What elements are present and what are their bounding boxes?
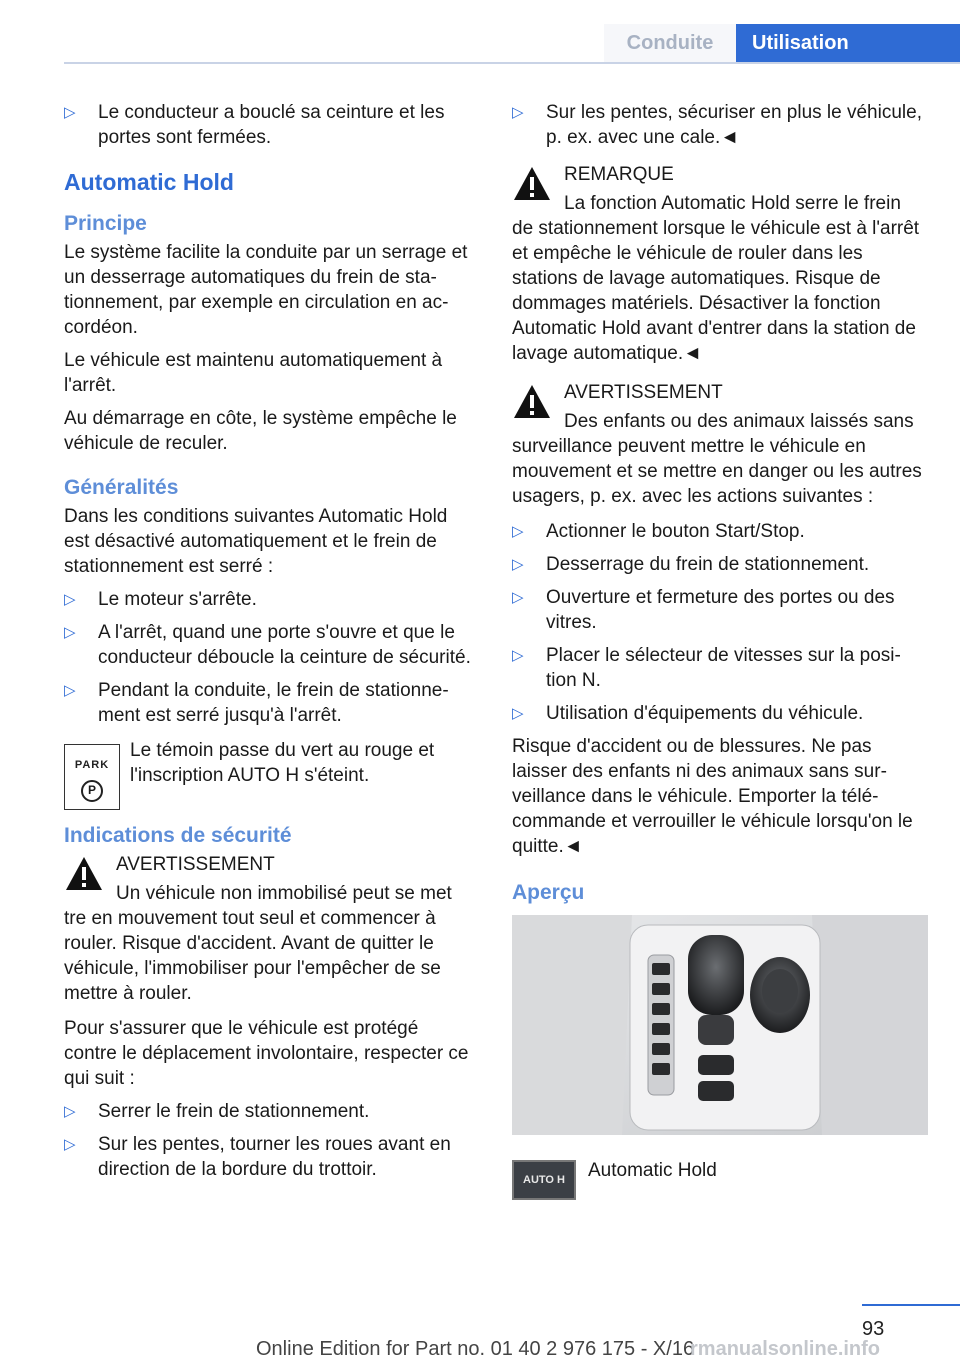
warning-text-first: Des enfants ou des animaux laissés sans: [564, 411, 914, 432]
subheading-apercu: Aperçu: [512, 881, 585, 904]
list-item: [64, 587, 476, 612]
bullet-triangle-icon: ▷: [64, 1136, 76, 1153]
watermark: rmanualsonline.info: [690, 1338, 881, 1360]
warning-block: [64, 852, 476, 1006]
bullet-text: Actionner le bouton Start/Stop.: [546, 521, 805, 542]
warning-title: AVERTISSEMENT: [564, 382, 723, 403]
paragraph: Dans les conditions suivantes Automatic Hold est désactivé automatiquement et le frein de stationnement est serré :: [64, 506, 448, 577]
list-item: [64, 678, 476, 728]
warning-text: tre en mouvement tout seul et commencer à rouler. Risque d'accident. Avant de quitter le véhicule, l'immobiliser pour l'empêcher de se mettre à rouler.: [64, 908, 441, 1004]
header-tabs: [604, 24, 960, 62]
bullet-text: Utilisation d'équipements du véhicule.: [546, 703, 864, 724]
warning-triangle-icon: [512, 382, 552, 422]
auto-hold-button-icon: AUTO H: [512, 1160, 576, 1200]
auto-hold-text: Automatic Hold: [588, 1160, 717, 1181]
list-item: [512, 701, 924, 726]
park-icon-label: PARK: [74, 758, 110, 771]
list-item: [64, 1099, 476, 1124]
paragraph: Le système facilite la conduite par un serrage et un desserrage automatiques du frein de stationnement, par exemple en circulation en accordéon.: [64, 242, 468, 338]
bullet-text: Sur les pentes, sécuriser en plus le véhicule, p. ex. avec une cale.◄: [546, 102, 922, 148]
bullet-text: A l'arrêt, quand une porte s'ouvre et que le conducteur déboucle la ceinture de sécurité.: [98, 622, 471, 668]
tab-utilisation[interactable]: Utilisation: [736, 24, 960, 62]
subheading-indications-securite: Indications de sécurité: [64, 824, 292, 847]
auto-hold-legend: [512, 1158, 924, 1200]
bullet-triangle-icon: ▷: [512, 523, 524, 540]
warning-triangle-icon: [512, 164, 552, 204]
warning-block: [512, 380, 924, 509]
warning-text-first: Un véhicule non immobilisé peut se met: [116, 883, 452, 904]
footer-rule: [862, 1304, 960, 1306]
bullet-triangle-icon: ▷: [512, 104, 524, 121]
note-text-first: La fonction Automatic Hold serre le frein: [564, 193, 901, 214]
bullet-triangle-icon: ▷: [64, 624, 76, 641]
bullet-text: Le conducteur a bouclé sa ceinture et les portes sont fermées.: [98, 102, 445, 148]
bullet-triangle-icon: ▷: [512, 556, 524, 573]
left-column: [64, 100, 476, 1190]
note-title: REMARQUE: [564, 164, 674, 185]
paragraph: Risque d'accident ou de blessures. Ne pas laisser des enfants ni des animaux sans surveillance dans le véhicule. Emporter la télécommande et verrouiller le véhicule lorsqu'on le quitte.◄: [512, 736, 913, 857]
list-item: [512, 585, 924, 635]
park-text: Le témoin passe du vert au rouge et l'inscription AUTO H s'éteint.: [130, 740, 435, 786]
park-indicator-note: [64, 738, 476, 804]
section-heading-automatic-hold: Automatic Hold: [64, 169, 234, 195]
bullet-text: Pendant la conduite, le frein de stationnement est serré jusqu'à l'arrêt.: [98, 680, 449, 726]
bullet-text: Desserrage du frein de stationnement.: [546, 554, 870, 575]
note-block: [512, 162, 924, 366]
paragraph: Au démarrage en côte, le système empêche le véhicule de reculer.: [64, 408, 457, 454]
bullet-triangle-icon: ▷: [512, 647, 524, 664]
bullet-triangle-icon: ▷: [64, 1103, 76, 1120]
list-item: [512, 100, 924, 150]
bullet-triangle-icon: ▷: [64, 591, 76, 608]
bullet-triangle-icon: ▷: [512, 589, 524, 606]
bullet-text: Placer le sélecteur de vitesses sur la position N.: [546, 645, 901, 691]
tab-conduite[interactable]: Conduite: [604, 24, 736, 62]
warning-triangle-icon: [64, 854, 104, 894]
list-item: [512, 643, 924, 693]
bullet-text: Serrer le frein de stationnement.: [98, 1101, 370, 1122]
paragraph: Pour s'assurer que le véhicule est protégé contre le déplacement involontaire, respecter ce qui suit :: [64, 1018, 469, 1089]
bullet-triangle-icon: ▷: [512, 705, 524, 722]
list-item: [64, 100, 476, 150]
note-text: de stationnement lorsque le véhicule est à l'arrêt et empêche le véhicule de rouler dans les stations de lavage automatiques. Risque de dommages matériels. Désactiver la fonction Automatic Hold avant d'entrer dans la station de lavage automatique.◄: [512, 218, 920, 364]
park-brake-icon: [64, 744, 120, 810]
bullet-triangle-icon: ▷: [64, 682, 76, 699]
bullet-triangle-icon: ▷: [64, 104, 76, 121]
bullet-text: Ouverture et fermeture des portes ou des vitres.: [546, 587, 895, 633]
list-item: [512, 552, 924, 577]
bullet-text: Le moteur s'arrête.: [98, 589, 257, 610]
bullet-text: Sur les pentes, tourner les roues avant en direction de la bordure du trottoir.: [98, 1134, 451, 1180]
edition-line: Online Edition for Part no. 01 40 2 976 175 - X/16: [256, 1338, 695, 1360]
warning-text: surveillance peuvent mettre le véhicule en mouvement et se mettre en danger ou les autres usagers, p. ex. avec les actions suivantes :: [512, 436, 922, 507]
page-number: 93: [862, 1318, 885, 1340]
header-rule: [64, 62, 960, 64]
center-console-photo: [512, 915, 928, 1135]
park-icon-symbol: P: [81, 780, 103, 802]
right-column: [512, 100, 924, 1200]
subheading-generalites: Généralités: [64, 476, 179, 499]
list-item: [512, 519, 924, 544]
list-item: [64, 1132, 476, 1182]
subheading-principe: Principe: [64, 212, 147, 235]
paragraph: Le véhicule est maintenu automatiquement à l'arrêt.: [64, 350, 443, 396]
warning-title: AVERTISSEMENT: [116, 854, 275, 875]
list-item: [64, 620, 476, 670]
